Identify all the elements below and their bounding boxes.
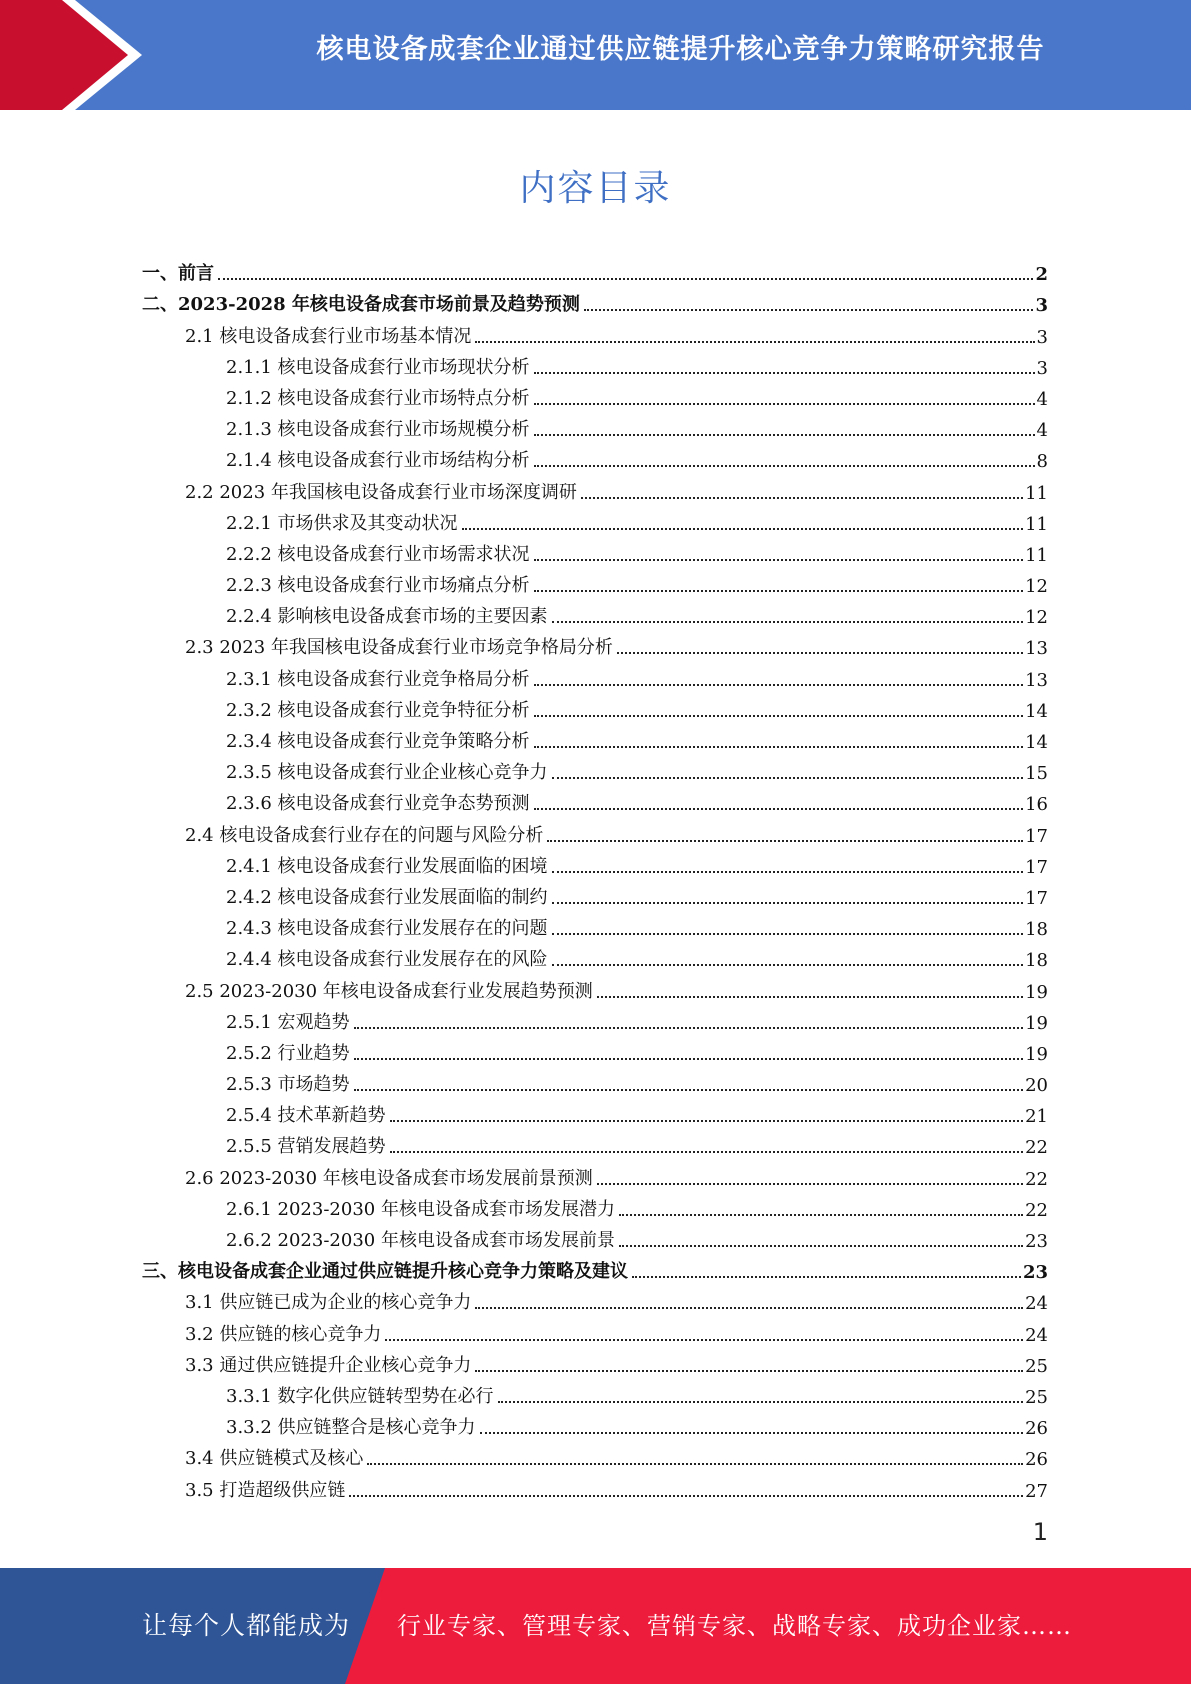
toc-entry[interactable] [142,1252,1048,1283]
toc-leader-dots [534,558,1024,561]
toc-leader-dots [534,807,1024,810]
toc-entry-label: 2.4 核电设备成套行业存在的问题与风险分析 [185,824,544,846]
toc-entry-label: 2.3.2 核电设备成套行业竞争特征分析 [226,699,530,721]
toc-entry-page: 4 [1036,420,1048,442]
toc-entry[interactable] [142,909,1048,940]
toc-entry-label: 2.1.3 核电设备成套行业市场规模分析 [226,419,530,441]
toc-leader-dots [581,496,1023,499]
toc-entry-label: 3.3.1 数字化供应链转型势在必行 [226,1385,494,1407]
toc-entry-page: 25 [1025,1386,1048,1408]
footer-roles: 行业专家、管理专家、营销专家、战略专家、成功企业家…… [397,1612,1072,1640]
toc-entry-page: 3 [1035,295,1048,317]
toc-entry-label: 3.3 通过供应链提升企业核心竞争力 [185,1354,472,1376]
toc-entry-label: 2.3.1 核电设备成套行业竞争格局分析 [226,668,530,690]
toc-entry-page: 19 [1025,1012,1048,1034]
toc-leader-dots [475,1369,1023,1372]
toc-entry-label: 2.2.1 市场供求及其变动状况 [226,512,458,534]
toc-entry-page: 3 [1036,357,1048,379]
toc-entry[interactable] [142,722,1048,753]
toc-entry-label: 3.2 供应链的核心竞争力 [185,1323,382,1345]
toc-entry-page: 21 [1025,1106,1048,1128]
toc-entry-label: 2.2.2 核电设备成套行业市场需求状况 [226,543,530,565]
toc-entry-page: 26 [1025,1418,1048,1440]
toc-entry[interactable] [142,316,1048,347]
toc-leader-dots [480,1431,1024,1434]
toc-entry[interactable] [142,1127,1048,1158]
toc-entry[interactable] [142,597,1048,628]
toc-entry-label: 2.5.4 技术革新趋势 [226,1105,386,1127]
toc-entry-page: 3 [1036,326,1048,348]
toc-entry[interactable] [142,348,1048,379]
toc-entry[interactable] [142,472,1048,503]
toc-entry[interactable] [142,566,1048,597]
toc-leader-dots [349,1494,1023,1497]
toc-entry[interactable] [142,254,1048,285]
toc-entry-page: 14 [1025,732,1048,753]
toc-entry[interactable] [142,878,1048,909]
toc-entry-page: 22 [1025,1137,1048,1159]
toc-entry[interactable] [142,1065,1048,1096]
toc-entry-label: 2.1.4 核电设备成套行业市场结构分析 [226,450,530,472]
toc-entry-label: 2.3.6 核电设备成套行业竞争态势预测 [226,793,530,815]
toc-leader-dots [218,277,1033,280]
toc-entry[interactable] [142,940,1048,971]
toc-entry-label: 2.5.2 行业趋势 [226,1042,350,1064]
toc-entry[interactable] [142,1221,1048,1252]
toc-leader-dots [534,433,1035,436]
toc-entry-label: 2.5.3 市场趋势 [226,1074,350,1096]
toc-entry-label: 2.6.2 2023-2030 年核电设备成套市场发展前景 [226,1230,615,1251]
toc-entry[interactable] [142,285,1048,316]
toc-entry-label: 一、前言 [142,263,214,285]
toc-entry-page: 4 [1036,388,1048,410]
toc-leader-dots [354,1057,1024,1060]
toc-entry[interactable] [142,1190,1048,1221]
toc-entry-label: 2.2.3 核电设备成套行业市场痛点分析 [226,575,530,597]
toc-leader-dots [475,1306,1023,1309]
toc-entry-page: 19 [1025,1043,1048,1065]
toc-entry-label: 2.4.2 核电设备成套行业发展面临的制约 [226,886,548,908]
toc-entry-label: 三、核电设备成套企业通过供应链提升核心竞争力策略及建议 [142,1261,628,1283]
toc-entry-label: 3.4 供应链模式及核心 [185,1448,364,1470]
toc-leader-dots [597,1182,1023,1185]
toc-entry-label: 3.5 打造超级供应链 [185,1479,346,1501]
toc-entry-label: 2.3 2023 年我国核电设备成套行业市场竞争格局分析 [185,637,613,659]
toc-entry-page: 12 [1025,607,1048,629]
toc-entry-page: 11 [1025,482,1048,504]
toc-leader-dots [552,870,1024,873]
toc-entry[interactable] [142,784,1048,815]
toc-leader-dots [462,527,1024,530]
toc-entry-label: 2.5.1 宏观趋势 [226,1011,350,1033]
toc-entry-label: 2.3.5 核电设备成套行业企业核心竞争力 [226,762,548,784]
toc-entry-label: 2.5 2023-2030 年核电设备成套行业发展趋势预测 [185,980,593,1002]
footer-slogan: 让每个人都能成为 [142,1611,351,1640]
toc-leader-dots [367,1462,1023,1465]
toc-entry[interactable] [142,1283,1048,1314]
toc-entry-page: 27 [1025,1480,1048,1502]
toc-entry[interactable] [142,1034,1048,1065]
toc-entry[interactable] [142,628,1048,659]
toc-entry-page: 19 [1025,981,1048,1003]
toc-entry-label: 3.3.2 供应链整合是核心竞争力 [226,1417,476,1439]
toc-entry-page: 2 [1035,264,1048,286]
toc-entry-label: 2.1.2 核电设备成套行业市场特点分析 [226,387,530,409]
toc-entry[interactable] [142,1377,1048,1408]
toc-entry-page: 17 [1025,856,1048,878]
toc-entry-page: 24 [1025,1324,1048,1346]
toc-entry-label: 2.4.1 核电设备成套行业发展面临的困境 [226,855,548,877]
toc-entry-page: 23 [1025,1231,1048,1252]
toc-entry[interactable] [142,410,1048,441]
toc-leader-dots [619,1244,1023,1247]
toc-entry[interactable] [142,1439,1048,1470]
toc-leader-dots [552,776,1024,779]
toc-entry[interactable] [142,659,1048,690]
toc-entry[interactable] [142,847,1048,878]
toc-leader-dots [597,995,1023,998]
toc-entry-page: 20 [1025,1075,1048,1097]
toc-entry-page: 22 [1025,1168,1048,1190]
toc-entry-page: 16 [1025,794,1048,816]
toc-entry[interactable] [142,1346,1048,1377]
toc-entry-label: 2.4.4 核电设备成套行业发展存在的风险 [226,949,548,971]
toc-entry-label: 2.4.3 核电设备成套行业发展存在的问题 [226,918,548,940]
toc-leader-dots [617,651,1023,654]
toc-leader-dots [385,1338,1023,1341]
toc-leader-dots [547,839,1023,842]
toc-entry[interactable] [142,815,1048,846]
toc-entry[interactable] [142,1314,1048,1345]
toc-leader-dots [552,620,1024,623]
toc-entry-page: 11 [1025,544,1048,566]
toc-leader-dots [619,1213,1023,1216]
toc-entry[interactable] [142,535,1048,566]
toc-leader-dots [534,371,1035,374]
toc-entry-page: 24 [1025,1293,1048,1315]
toc-leader-dots [534,745,1024,748]
toc-leader-dots [584,308,1034,311]
toc-entry-page: 11 [1025,513,1048,535]
toc-leader-dots [534,714,1024,717]
toc-entry[interactable] [142,1408,1048,1439]
toc-entry-page: 23 [1022,1262,1048,1284]
toc-entry-page: 12 [1025,576,1048,598]
toc-entry[interactable] [142,1470,1048,1501]
toc-leader-dots [534,683,1024,686]
toc-leader-dots [534,402,1035,405]
toc-entry-label: 2.1.1 核电设备成套行业市场现状分析 [226,356,530,378]
toc-leader-dots [552,963,1024,966]
toc-entry-label: 2.2 2023 年我国核电设备成套行业市场深度调研 [185,481,577,503]
toc-leader-dots [475,340,1034,343]
page-header [0,0,1191,110]
toc-entry-page: 18 [1025,950,1048,972]
toc-entry-label: 二、2023-2028 年核电设备成套市场前景及趋势预测 [142,294,580,316]
toc-entry-page: 18 [1025,919,1048,941]
toc-leader-dots [390,1119,1024,1122]
toc-leader-dots [498,1400,1024,1403]
toc-entry[interactable] [142,379,1048,410]
toc-leader-dots [390,1150,1024,1153]
report-title: 核电设备成套企业通过供应链提升核心竞争力策略研究报告 [316,34,1045,65]
toc-entry-label: 2.2.4 影响核电设备成套市场的主要因素 [226,606,548,628]
toc-entry[interactable] [142,691,1048,722]
toc-entry[interactable] [142,441,1048,472]
toc-entry-page: 14 [1025,700,1048,722]
toc-leader-dots [552,932,1024,935]
toc-entry-page: 13 [1025,669,1048,691]
toc-entry-page: 8 [1036,451,1048,473]
toc-entry-page: 22 [1025,1199,1048,1221]
toc-entry[interactable] [142,1003,1048,1034]
table-of-contents [142,254,1048,1502]
toc-entry-label: 2.3.4 核电设备成套行业竞争策略分析 [226,731,530,752]
toc-entry-label: 3.1 供应链已成为企业的核心竞争力 [185,1292,472,1314]
toc-leader-dots [534,464,1035,467]
toc-entry[interactable] [142,1158,1048,1189]
toc-entry-label: 2.6 2023-2030 年核电设备成套市场发展前景预测 [185,1167,593,1189]
toc-leader-dots [354,1088,1024,1091]
toc-entry-page: 15 [1025,763,1048,785]
toc-entry[interactable] [142,504,1048,535]
toc-entry-label: 2.1 核电设备成套行业市场基本情况 [185,325,472,347]
toc-entry-label: 2.6.1 2023-2030 年核电设备成套市场发展潜力 [226,1198,615,1220]
toc-heading: 内容目录 [519,168,672,209]
toc-entry[interactable] [142,971,1048,1002]
toc-leader-dots [354,1026,1024,1029]
toc-leader-dots [534,589,1024,592]
toc-leader-dots [552,901,1024,904]
page-footer [0,1568,1191,1684]
toc-entry-page: 17 [1025,825,1048,847]
toc-entry[interactable] [142,1096,1048,1127]
toc-entry-page: 17 [1025,887,1048,909]
toc-entry[interactable] [142,753,1048,784]
toc-leader-dots [632,1275,1021,1278]
toc-entry-page: 25 [1025,1355,1048,1377]
page-number: 1 [1032,1518,1048,1546]
toc-entry-page: 26 [1025,1449,1048,1471]
toc-entry-page: 13 [1025,638,1048,660]
toc-entry-label: 2.5.5 营销发展趋势 [226,1136,386,1158]
